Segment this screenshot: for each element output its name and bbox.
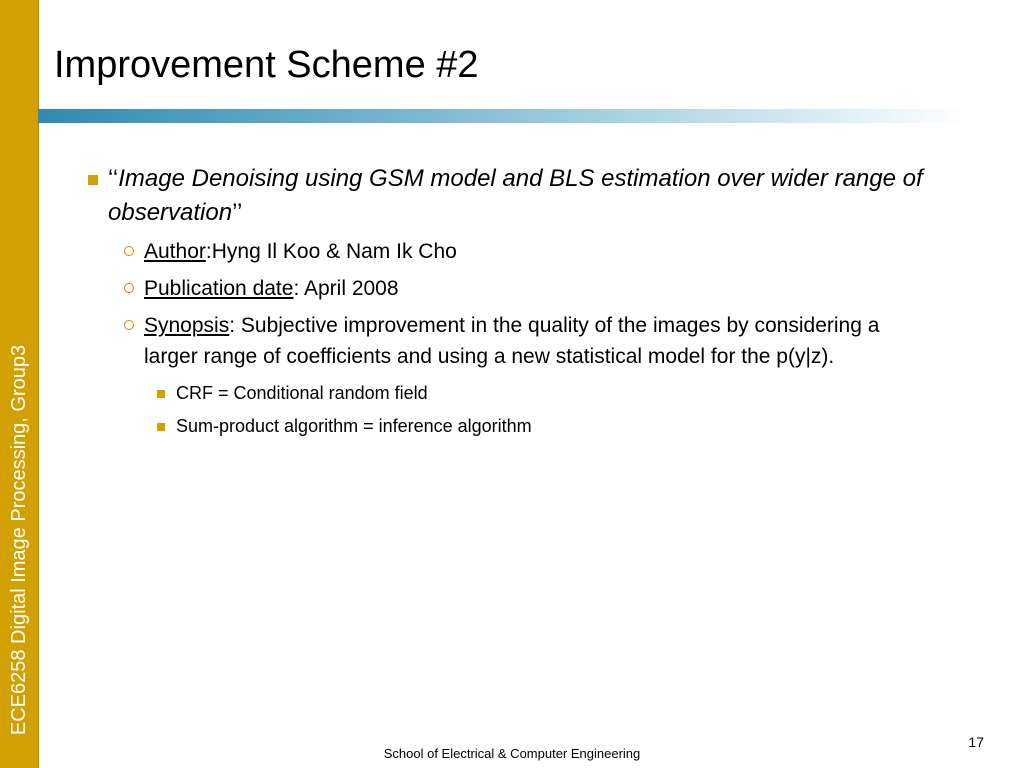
sub-bullet-author xyxy=(86,236,926,267)
crf-definition: CRF = Conditional random field xyxy=(176,383,428,403)
sidebar xyxy=(0,0,39,768)
author-label: Author xyxy=(144,240,206,263)
sub-sub-bullet-sum-product xyxy=(86,414,926,438)
author-value: Hyng Il Koo & Nam Ik Cho xyxy=(211,240,457,263)
slide-footer: School of Electrical & Computer Engineering xyxy=(383,746,641,761)
sub-sub-bullet-crf xyxy=(86,381,926,405)
open-quote: ‘‘ xyxy=(108,165,119,192)
synopsis-value: Subjective improvement in the quality of the images by considering a larger range of coefficients and using a new statistical model for the p(y|z). xyxy=(144,314,880,368)
publication-date-value: April 2008 xyxy=(299,277,399,300)
circle-bullet-icon xyxy=(124,283,134,293)
bullet-paper-title xyxy=(86,162,926,230)
circle-bullet-icon xyxy=(124,246,134,256)
title-divider-bar xyxy=(38,109,968,123)
close-quote: ’’ xyxy=(232,199,243,226)
paper-title: Image Denoising using GSM model and BLS estimation over wider range of observation xyxy=(108,165,923,226)
author-separator: : xyxy=(205,240,212,263)
sub-bullet-publication-date xyxy=(86,273,926,304)
publication-date-label: Publication date xyxy=(144,277,294,300)
synopsis-separator: : xyxy=(229,314,236,337)
synopsis-label: Synopsis xyxy=(144,314,230,337)
publication-date-separator: : xyxy=(293,277,300,300)
square-bullet-icon xyxy=(88,175,98,185)
sum-product-definition: Sum-product algorithm = inference algorithm xyxy=(176,416,532,436)
square-bullet-icon xyxy=(157,423,165,431)
slide-title: Improvement Scheme #2 xyxy=(54,44,479,86)
page-number: 17 xyxy=(968,734,984,750)
sub-bullet-synopsis xyxy=(86,310,926,372)
circle-bullet-icon xyxy=(124,320,134,330)
square-bullet-icon xyxy=(157,390,165,398)
slide-content xyxy=(86,162,926,438)
sidebar-course-label: ECE6258 Digital Image Processing, Group3 xyxy=(8,344,30,736)
